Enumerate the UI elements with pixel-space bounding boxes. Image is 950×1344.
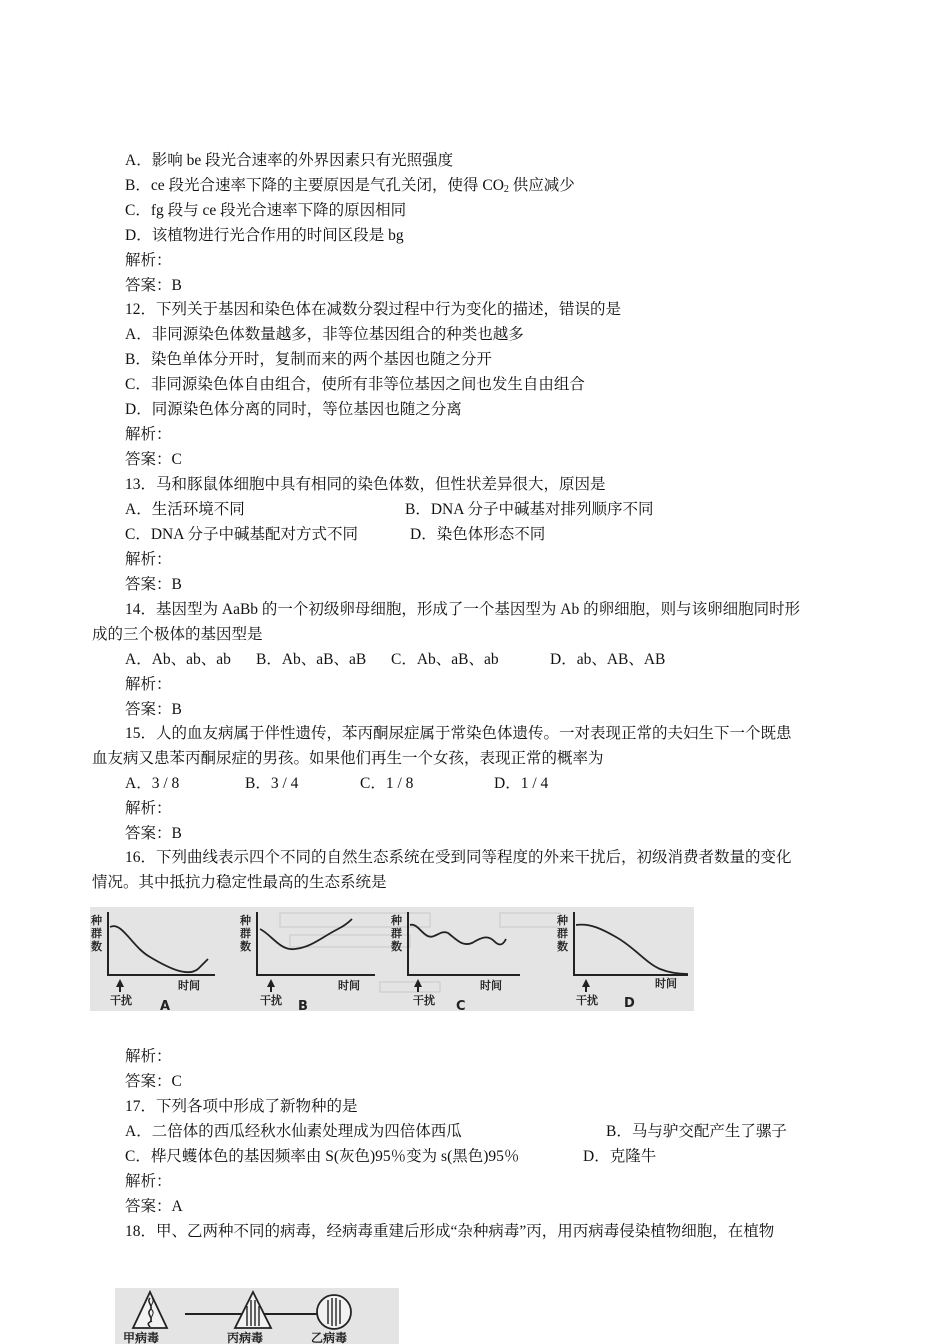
q14-stem-line1: 14．基因型为 AaBb 的一个初级卵母细胞，形成了一个基因型为 Ab 的卵细胞，则与该卵细胞同时形 (125, 601, 801, 618)
q12-stem: 12．下列关于基因和染色体在减数分裂过程中行为变化的描述，错误的是 (125, 301, 622, 318)
x-label: 时间 (480, 979, 502, 992)
q12-option-c: C．非同源染色体自由组合，使所有非等位基因之间也发生自由组合 (125, 376, 585, 393)
y-label-char: 群 (557, 927, 568, 940)
q12-analysis: 解析： (125, 426, 172, 443)
q14-option-b: B．Ab、aB、aB (256, 651, 367, 668)
disturb-label: 干扰 (413, 994, 435, 1007)
q15-option-a: A．3 / 8 (125, 775, 180, 792)
virus-a-label: 甲病毒 (123, 1331, 160, 1344)
virus-c-icon (235, 1292, 271, 1328)
q13-stem: 13．马和豚鼠体细胞中具有相同的染色体数，但性状差异很大，原因是 (125, 476, 606, 493)
disturb-label: 干扰 (576, 994, 598, 1007)
panel-caption: C (456, 999, 466, 1011)
population-curve (110, 926, 208, 972)
q13-option-d: D．染色体形态不同 (410, 526, 546, 543)
q16-stem-line2: 情况。其中抵抗力稳定性最高的生态系统是 (92, 874, 387, 891)
x-label: 时间 (178, 979, 200, 992)
panel-d (556, 912, 688, 1011)
y-label-char: 群 (240, 927, 251, 940)
q12-answer: 答案：C (125, 451, 182, 468)
disturb-label: 干扰 (110, 994, 132, 1007)
y-label-char: 种 (240, 914, 251, 927)
q13-answer: 答案：B (125, 576, 182, 593)
q14-option-a: A．Ab、ab、ab (125, 651, 231, 668)
q18-stem: 18．甲、乙两种不同的病毒，经病毒重建后形成“杂种病毒”丙，用丙病毒侵染植物细胞，在植物 (125, 1223, 775, 1240)
q13-option-a: A．生活环境不同 (125, 501, 245, 518)
q11-option-b: B．ce 段光合速率下降的主要原因是气孔关闭，使得 $CO_2$ 供应减少 (125, 177, 575, 195)
q15-stem-line1: 15．人的血友病属于伴性遗传，苯丙酮尿症属于常染色体遗传。一对表现正常的夫妇生下一个既患 (125, 725, 792, 742)
q15-answer: 答案：B (125, 825, 182, 842)
q11-option-d: D．该植物进行光合作用的时间区段是 bg (125, 227, 404, 244)
panel-caption: D (624, 996, 635, 1011)
virus-b-icon (317, 1295, 351, 1329)
q17-option-d: D．克隆牛 (583, 1148, 657, 1165)
population-curve (260, 919, 352, 949)
y-label-char: 种 (391, 914, 402, 927)
x-label: 时间 (655, 977, 677, 990)
q17-stem: 17．下列各项中形成了新物种的是 (125, 1098, 358, 1115)
arrow-icon (582, 979, 590, 992)
disturb-label: 干扰 (260, 994, 282, 1007)
q13-option-b: B．DNA 分子中碱基对排列顺序不同 (405, 501, 654, 518)
axes (108, 912, 215, 975)
panel-caption: B (298, 999, 308, 1011)
arrow-icon (116, 979, 124, 992)
q12-option-d: D．同源染色体分离的同时，等位基因也随之分离 (125, 401, 462, 418)
virus-c-label: 丙病毒 (227, 1331, 264, 1344)
q14-answer: 答案：B (125, 701, 182, 718)
population-curves-figure (90, 907, 694, 1011)
arrow-icon (414, 979, 422, 992)
q13-option-c: C．DNA 分子中碱基配对方式不同 (125, 526, 358, 543)
q11-option-c: C．fg 段与 ce 段光合速率下降的原因相同 (125, 202, 407, 219)
q17-option-b: B．马与驴交配产生了骡子 (606, 1123, 787, 1140)
q13-analysis: 解析： (125, 551, 172, 568)
q14-option-d: D．ab、AB、AB (550, 651, 666, 668)
q16-analysis: 解析： (125, 1048, 172, 1065)
q17-answer: 答案：A (125, 1198, 183, 1215)
q14-stem-line2: 成的三个极体的基因型是 (92, 626, 263, 643)
axes (257, 912, 375, 975)
x-label: 时间 (338, 979, 360, 992)
population-curve (576, 925, 688, 974)
y-label-char: 数 (557, 940, 568, 953)
y-label-char: 群 (91, 927, 102, 940)
q12-option-a: A．非同源染色体数量越多，非等位基因组合的种类也越多 (125, 326, 524, 343)
q11-option-a: A．影响 be 段光合速率的外界因素只有光照强度 (125, 152, 454, 169)
population-curve (410, 925, 506, 945)
panel-a (90, 912, 215, 1011)
q15-option-d: D．1 / 4 (494, 775, 549, 792)
q15-analysis: 解析： (125, 800, 172, 817)
virus-a-icon (133, 1292, 167, 1328)
y-label-char: 数 (391, 940, 402, 953)
y-label-char: 种 (557, 914, 568, 927)
y-label-char: 种 (91, 914, 102, 927)
y-label-char: 数 (240, 940, 251, 953)
y-label-char: 群 (391, 927, 402, 940)
q11-analysis: 解析： (125, 252, 172, 269)
axes (574, 912, 688, 975)
q15-option-c: C．1 / 8 (360, 775, 414, 792)
q16-stem-line1: 16．下列曲线表示四个不同的自然生态系统在受到同等程度的外来干扰后，初级消费者数量的变化 (125, 849, 792, 866)
virus-figure (115, 1288, 399, 1344)
virus-b-label: 乙病毒 (311, 1331, 348, 1344)
q12-option-b: B．染色单体分开时，复制而来的两个基因也随之分开 (125, 351, 492, 368)
q17-analysis: 解析： (125, 1173, 172, 1190)
q14-analysis: 解析： (125, 676, 172, 693)
q17-option-a: A．二倍体的西瓜经秋水仙素处理成为四倍体西瓜 (125, 1123, 462, 1140)
y-label-char: 数 (91, 940, 102, 953)
q16-answer: 答案：C (125, 1073, 182, 1090)
q11-answer: 答案：B (125, 277, 182, 294)
arrow-icon (267, 979, 275, 992)
panel-caption: A (160, 999, 171, 1011)
q15-stem-line2: 血友病又患苯丙酮尿症的男孩。如果他们再生一个女孩，表现正常的概率为 (92, 750, 604, 767)
q17-option-c: C．桦尺蠖体色的基因频率由 S(灰色)95％变为 s(黑色)95％ (125, 1148, 520, 1165)
q14-option-c: C．Ab、aB、ab (391, 651, 499, 668)
q15-option-b: B．3 / 4 (245, 775, 299, 792)
